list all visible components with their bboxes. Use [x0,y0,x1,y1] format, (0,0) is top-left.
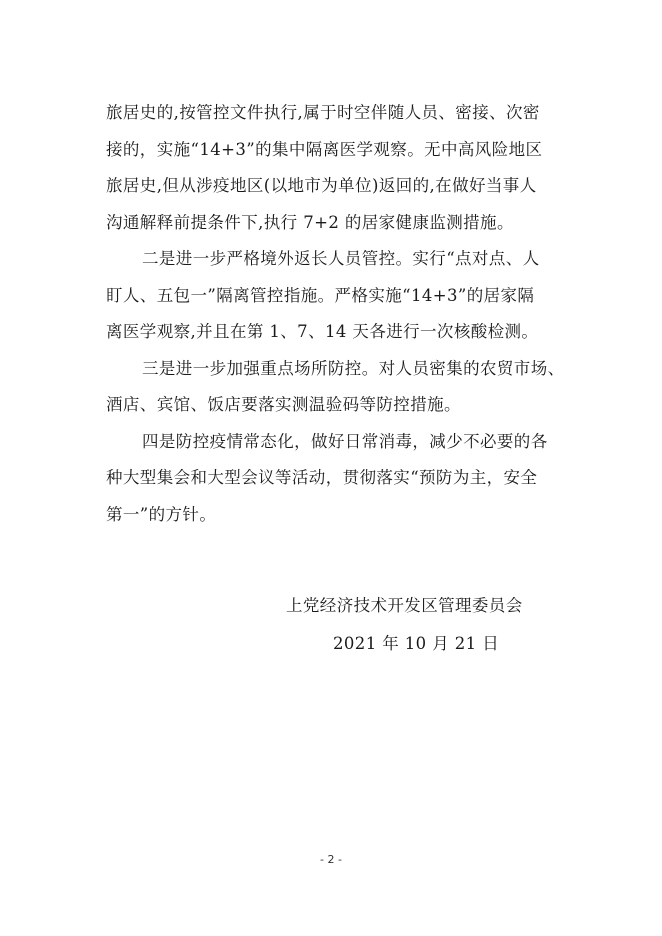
text-line: 沟通解释前提条件下,执行 7+2 的居家健康监测措施。 [106,212,514,232]
text-line: 酒店、宾馆、饭店要落实测温验码等防控措施。 [106,395,461,414]
text-line: 旅居史,但从涉疫地区(以地市为单位)返回的,在做好当事人 [106,176,537,195]
text-line: 二是进一步严格境外返长人员管控。实行“点对点、人 [142,249,540,268]
text-line: 盯人、五包一”隔离管控指施。严格实施“14+3”的居家隔 [106,285,535,305]
text-line: 三是进一步加强重点场所防控。对人员密集的农贸市场、 [142,358,565,378]
paragraph-overseas-returnees [106,241,576,351]
text-line: 离医学观察,并且在第 1、7、14 天各进行一次核酸检测。 [106,322,539,341]
text-line: 四是防控疫情常态化，做好日常消毒，减少不必要的各 [142,431,548,451]
paragraph-continuation [106,95,576,241]
document-body [106,95,576,533]
text-line: 种大型集会和大型会议等活动，贯彻落实“预防为主，安全 [106,468,538,487]
page-number: - 2 - [320,853,342,866]
text-line: 第一”的方针。 [106,504,217,524]
signature-organization: 上党经济技术开发区管理委员会 [286,596,523,615]
signature-date: 2021 年 10 月 21 日 [333,634,500,653]
paragraph-normalization [106,424,576,534]
paragraph-key-venues [106,351,576,424]
text-line: 接的，实施“14+3”的集中隔离医学观察。无中高风险地区 [106,139,543,159]
text-line: 旅居史的,按管控文件执行,属于时空伴随人员、密接、次密 [106,103,540,122]
